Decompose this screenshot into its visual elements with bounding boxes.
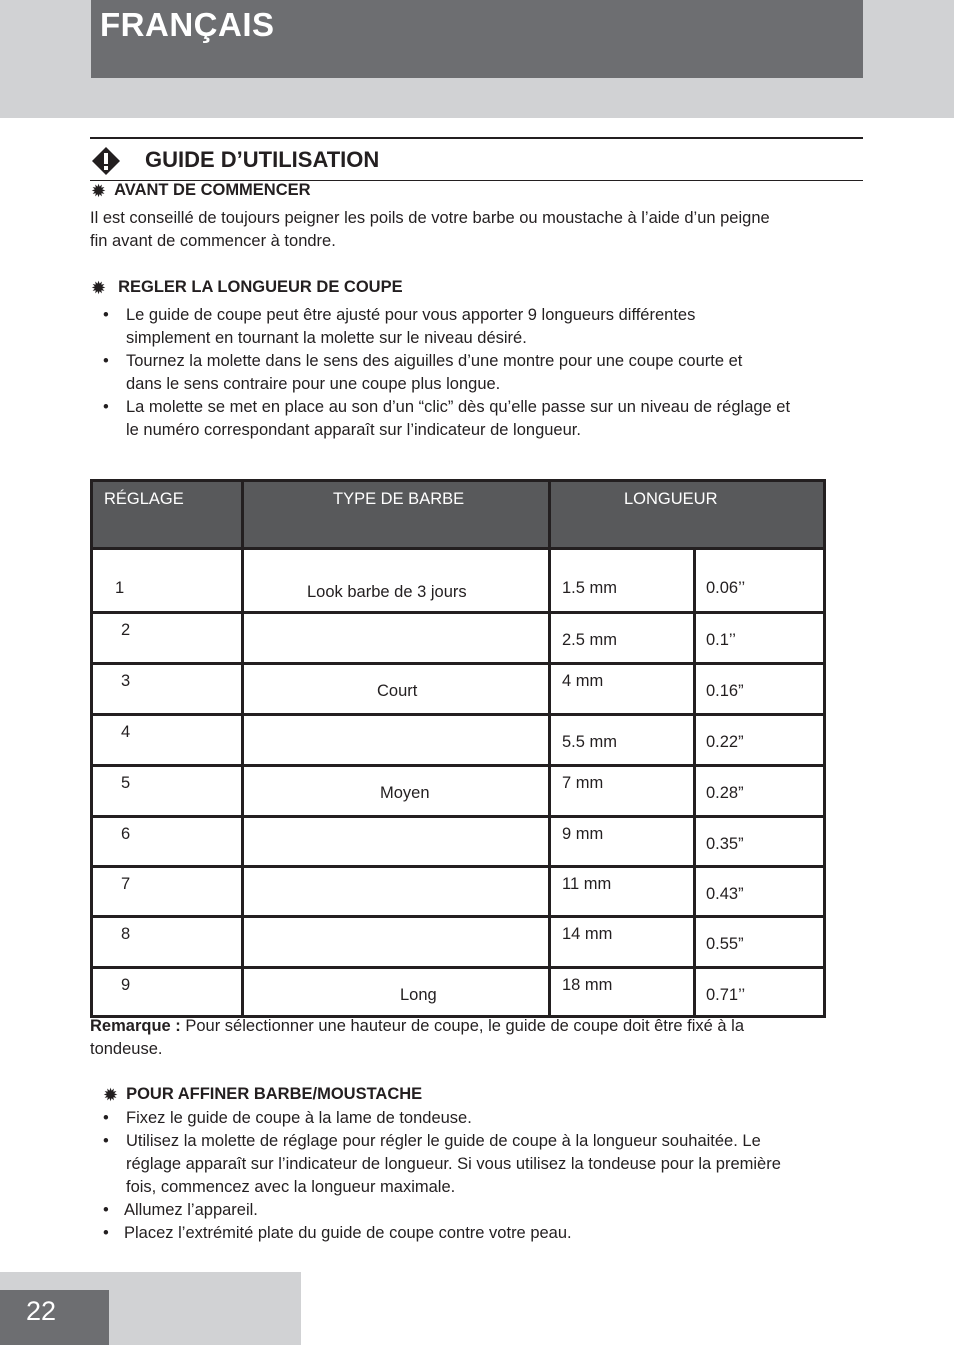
length-setting-bullets — [90, 304, 865, 442]
sun-icon: ✹ — [91, 180, 107, 201]
warning-icon — [91, 146, 121, 176]
before-start-line: Il est conseillé de toujours peigner les poils de votre barbe ou moustache à l’aide d’un peigne — [90, 209, 770, 227]
section-rule-top — [90, 137, 863, 139]
cell-length-mm: 4 mm — [562, 672, 604, 690]
cell-beard-type: Long — [400, 986, 437, 1004]
cell-length-inch: 0.06’’ — [706, 579, 746, 597]
note-text-continued: tondeuse. — [90, 1040, 163, 1058]
sun-icon: ✹ — [103, 1084, 119, 1105]
list-item: • Fixez le guide de coupe à la lame de tondeuse. — [103, 1109, 472, 1127]
note — [90, 1015, 865, 1061]
before-start-text — [90, 207, 865, 253]
cell-length-inch: 0.55” — [706, 935, 744, 953]
table-divider — [548, 479, 551, 1018]
refine-heading — [103, 1085, 422, 1104]
header-setting: RÉGLAGE — [104, 490, 184, 508]
cell-length-inch: 0.43” — [706, 885, 744, 903]
before-start-heading-text: AVANT DE COMMENCER — [114, 181, 311, 199]
before-start-line: fin avant de commencer à tondre. — [90, 232, 336, 250]
list-item: • Tournez la molette dans le sens des aiguilles d’une montre pour une coupe courte et dans le sens contraire pour une coupe plus longue. — [103, 352, 743, 393]
table-divider — [241, 479, 244, 1018]
table-divider — [90, 915, 826, 918]
cell-length-mm: 7 mm — [562, 774, 604, 792]
list-item: • Placez l’extrémité plate du guide de coupe contre votre peau. — [103, 1224, 572, 1242]
table-divider — [90, 966, 826, 969]
language-title: FRANÇAIS — [100, 6, 275, 43]
table-divider — [90, 815, 826, 818]
cell-length-mm: 11 mm — [562, 875, 612, 893]
cell-beard-type: Moyen — [380, 784, 430, 802]
page-number: 22 — [26, 1296, 57, 1326]
table-divider — [90, 479, 93, 1018]
length-table — [90, 479, 826, 1018]
cell-length-inch: 0.1’’ — [706, 631, 736, 649]
cell-setting: 5 — [121, 774, 131, 792]
list-item: • La molette se met en place au son d’un “clic” dès qu’elle passe sur un niveau de réglage et le numéro correspondant apparaît sur l’indicateur de longueur. — [103, 398, 791, 439]
cell-length-mm: 9 mm — [562, 825, 604, 843]
list-item: • Le guide de coupe peut être ajusté pour vous apporter 9 longueurs différentes simplement en tournant la molette sur le niveau désiré. — [103, 306, 696, 347]
table-divider — [90, 865, 826, 868]
refine-bullets — [90, 1107, 865, 1245]
cell-length-inch: 0.16” — [706, 682, 744, 700]
list-item: • Utilisez la molette de réglage pour régler le guide de coupe à la longueur souhaitée. Le réglage apparaît sur l’indicateur de longueur. Si vous utilisez la tondeuse pour la première fois, commencez avec la longueur maximale. — [103, 1132, 781, 1196]
table-divider — [90, 547, 826, 550]
length-setting-heading — [91, 278, 403, 297]
cell-setting: 2 — [121, 621, 131, 639]
table-divider — [90, 479, 826, 482]
note-label: Remarque : — [90, 1017, 181, 1035]
sun-icon: ✹ — [91, 277, 107, 298]
table-divider — [90, 713, 826, 716]
section-title: GUIDE D’UTILISATION — [145, 147, 380, 172]
cell-beard-type: Court — [377, 682, 418, 700]
header-beard-type: TYPE DE BARBE — [333, 490, 465, 508]
cell-length-inch: 0.28” — [706, 784, 744, 802]
note-text: Pour sélectionner une hauteur de coupe, le guide de coupe doit être fixé à la — [180, 1017, 745, 1035]
cell-length-inch: 0.35” — [706, 835, 744, 853]
cell-setting: 6 — [121, 825, 131, 843]
cell-setting: 3 — [121, 672, 131, 690]
cell-length-mm: 18 mm — [562, 976, 613, 994]
cell-length-mm: 5.5 mm — [562, 733, 618, 751]
refine-heading-text: POUR AFFINER BARBE/MOUSTACHE — [126, 1085, 423, 1103]
table-divider — [823, 479, 826, 1018]
cell-length-inch: 0.22” — [706, 733, 744, 751]
before-start-heading — [91, 181, 311, 200]
cell-setting: 1 — [115, 579, 125, 597]
cell-setting: 4 — [121, 723, 131, 741]
length-setting-heading-text: REGLER LA LONGUEUR DE COUPE — [118, 278, 403, 296]
cell-setting: 8 — [121, 925, 131, 943]
cell-length-mm: 1.5 mm — [562, 579, 618, 597]
cell-setting: 7 — [121, 875, 131, 893]
list-item: • Allumez l’appareil. — [103, 1201, 258, 1219]
cell-length-mm: 2.5 mm — [562, 631, 618, 649]
cell-length-mm: 14 mm — [562, 925, 613, 943]
cell-beard-type: Look barbe de 3 jours — [307, 583, 467, 601]
table-divider — [90, 662, 826, 665]
cell-setting: 9 — [121, 976, 131, 994]
table-divider — [90, 611, 826, 614]
cell-length-inch: 0.71’’ — [706, 986, 746, 1004]
table-divider — [693, 549, 696, 1018]
header-length: LONGUEUR — [624, 490, 718, 508]
table-divider — [90, 764, 826, 767]
